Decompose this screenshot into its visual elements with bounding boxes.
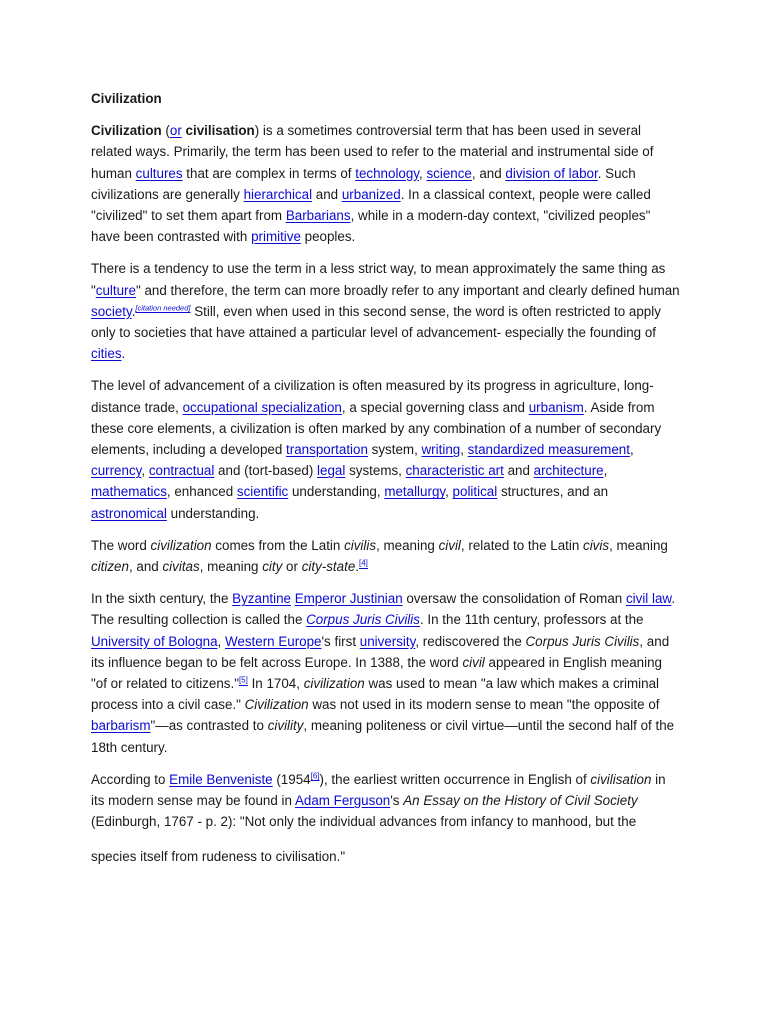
text: ,: [217, 633, 225, 649]
text: The word: [91, 537, 151, 553]
text: comes from the Latin: [211, 537, 345, 553]
link-primitive[interactable]: primitive: [251, 229, 301, 245]
text: and (tort-based): [214, 463, 318, 479]
paragraph-quote-end: [91, 846, 681, 867]
text: and: [312, 186, 342, 202]
text: , meaning: [376, 537, 439, 553]
reference-5: [239, 676, 248, 685]
text: species itself from rudeness to civilisation.": [91, 848, 346, 864]
link-western-europe[interactable]: Western Europe: [224, 633, 322, 649]
link-hierarchical[interactable]: hierarchical: [243, 186, 313, 202]
text: , enhanced: [166, 484, 237, 500]
text: . In a classical context, people were called "civilized" to set them apart from: [91, 186, 651, 224]
bold-term: civilisation: [185, 123, 255, 139]
text: was not used in its modern sense to mean "the opposite of: [308, 697, 660, 713]
text: . Such civilizations are generally: [91, 165, 636, 202]
text: .: [355, 559, 359, 575]
text: In 1704,: [247, 676, 304, 692]
link-corpus-juris-civilis[interactable]: Corpus Juris Civilis: [306, 612, 420, 628]
link-barbarians[interactable]: Barbarians: [285, 208, 351, 224]
text: appeared in English meaning "of or related to citizens.": [91, 654, 662, 692]
page-title: Civilization: [91, 91, 162, 106]
text: understanding,: [288, 484, 385, 500]
link-standardized-measurement[interactable]: standardized measurement: [467, 442, 630, 458]
link-political[interactable]: political: [452, 484, 498, 500]
text: , and its influence began to be felt across Europe. In 1388, the word: [91, 633, 670, 670]
paragraph-broad-sense: [91, 258, 681, 364]
text: peoples.: [300, 229, 356, 245]
text: 's: [390, 793, 404, 809]
text: . Aside from these core elements, a civilization is often marked by any combination of a number of secondary elements, including a developed: [91, 399, 662, 458]
link-civil-law[interactable]: civil law: [625, 591, 672, 607]
reference-4-link[interactable]: [4]: [359, 558, 368, 568]
italic-term: civilis: [344, 537, 377, 553]
text: (1954: [272, 771, 311, 787]
text: According to: [91, 771, 170, 787]
link-metallurgy[interactable]: metallurgy: [384, 484, 446, 500]
text: , rediscovered the: [415, 633, 526, 649]
text: , and: [471, 165, 506, 181]
link-university-of-bologna[interactable]: University of Bologna: [91, 633, 218, 649]
text: . In the 11th century, professors at the: [419, 612, 644, 628]
link-urbanized[interactable]: urbanized: [341, 186, 401, 202]
text: in its modern sense may be found in: [91, 771, 666, 809]
link-emperor-justinian[interactable]: Emperor Justinian: [294, 591, 403, 607]
text: structures, and an: [497, 484, 609, 500]
link-legal[interactable]: legal: [317, 463, 346, 479]
text: The level of advancement of a civilization is often measured by its progress in agriculture, long-distance trade,: [91, 378, 654, 415]
reference-6-link[interactable]: [6]: [310, 771, 320, 781]
text: was used to mean "a law which makes a criminal process into a civil case.": [91, 676, 659, 713]
link-cultures[interactable]: cultures: [135, 165, 183, 181]
link-astronomical[interactable]: astronomical: [91, 505, 167, 521]
text: " and therefore, the term can more broadly refer to any important and clearly defined human: [135, 282, 680, 298]
text: , while in a modern-day context, "civilized peoples" have been contrasted with: [91, 208, 651, 245]
reference-4: [359, 559, 368, 568]
text: ,: [629, 442, 634, 458]
text: . The resulting collection is called the: [91, 591, 676, 628]
text: , meaning: [609, 537, 668, 553]
text: , related to the Latin: [460, 537, 584, 553]
text: that are complex in terms of: [182, 165, 356, 181]
italic-term: civilization: [150, 537, 212, 553]
text: or: [282, 559, 302, 575]
link-adam-ferguson[interactable]: Adam Ferguson: [294, 793, 391, 809]
bold-term: Civilization: [91, 123, 162, 139]
text: ,: [460, 442, 468, 458]
text: 's first: [321, 633, 360, 649]
link-characteristic-art[interactable]: characteristic art: [405, 463, 504, 479]
italic-term: civis: [583, 537, 610, 553]
link-division-of-labor[interactable]: division of labor: [505, 165, 598, 181]
text: In the sixth century, the: [91, 591, 233, 607]
paragraph-history: [91, 588, 681, 758]
link-currency[interactable]: currency: [91, 463, 142, 479]
italic-term: citizen: [91, 559, 129, 575]
link-barbarism[interactable]: barbarism: [91, 718, 151, 734]
italic-term: city: [262, 559, 283, 575]
italic-term: Corpus Juris Civilis: [525, 633, 640, 649]
link-transportation[interactable]: transportation: [286, 442, 368, 458]
link-technology[interactable]: technology: [355, 165, 420, 181]
link-occupational-specialization[interactable]: occupational specialization: [182, 399, 342, 415]
italic-term: civitas: [162, 559, 200, 575]
text: and: [503, 463, 534, 479]
text: Still, even when used in this second sense, the word is often restricted to apply only to societies that have attained a particular level of advancement- especially the founding of: [91, 303, 661, 341]
text: ,: [141, 463, 149, 479]
text: system,: [367, 442, 422, 458]
document-body: [91, 88, 681, 878]
text: , meaning politeness or civil virtue—until the second half of the 18th century.: [91, 718, 675, 755]
link-society[interactable]: society: [91, 303, 132, 319]
italic-term: civilization: [303, 676, 365, 692]
link-mathematics[interactable]: mathematics: [91, 484, 167, 500]
paragraph-benveniste: [91, 769, 681, 833]
link-contractual[interactable]: contractual: [148, 463, 215, 479]
text: ), the earliest written occurrence in English of: [319, 771, 591, 787]
link-byzantine[interactable]: Byzantine: [232, 591, 291, 607]
link-writing[interactable]: writing: [421, 442, 461, 458]
text: "—as contrasted to: [150, 718, 268, 734]
link-architecture[interactable]: architecture: [533, 463, 604, 479]
text: , and: [128, 559, 163, 575]
italic-term: civil: [462, 654, 485, 670]
text: (: [161, 123, 170, 139]
paragraph-etymology: [91, 535, 681, 577]
citation-needed-link[interactable]: [citation needed]: [135, 303, 191, 313]
citation-needed: [135, 303, 190, 312]
text: , meaning: [199, 559, 263, 575]
text: systems,: [345, 463, 406, 479]
text: understanding.: [166, 505, 260, 521]
link-cities[interactable]: cities: [91, 346, 122, 362]
text: ) is a sometimes controversial term that has been used in several related ways. Primarily, the term has been used to refer to the material and instrumental side of human: [91, 123, 654, 181]
text: , a special governing class and: [341, 399, 529, 415]
text: ,: [445, 484, 453, 500]
text: ,: [603, 463, 608, 479]
reference-6: [311, 771, 320, 780]
italic-term: civilisation: [590, 771, 652, 787]
text: oversaw the consolidation of Roman: [402, 591, 626, 607]
reference-5-link[interactable]: [5]: [238, 675, 248, 685]
link-urbanism[interactable]: urbanism: [528, 399, 584, 415]
link-emile-benveniste[interactable]: Emile Benveniste: [169, 771, 273, 787]
text: ,: [419, 165, 427, 181]
italic-term: civility: [267, 718, 304, 734]
text: (Edinburgh, 1767 - p. 2): "Not only the individual advances from infancy to manhood, but the: [91, 814, 637, 830]
text: .: [131, 303, 136, 319]
italic-term: civil: [438, 537, 461, 553]
link-culture[interactable]: culture: [95, 282, 136, 298]
link-scientific[interactable]: scientific: [236, 484, 289, 500]
text: There is a tendency to use the term in a less strict way, to mean approximately the same thing as ": [91, 261, 666, 298]
italic-book-title: An Essay on the History of Civil Society: [403, 793, 638, 809]
link-science[interactable]: science: [426, 165, 472, 181]
italic-term: Civilization: [244, 697, 309, 713]
paragraph-advancement: [91, 375, 681, 523]
text: .: [121, 346, 126, 362]
paragraph-intro: [91, 120, 681, 247]
link-university[interactable]: university: [359, 633, 416, 649]
italic-term: city-state: [301, 559, 356, 575]
link-or[interactable]: or: [169, 123, 182, 139]
